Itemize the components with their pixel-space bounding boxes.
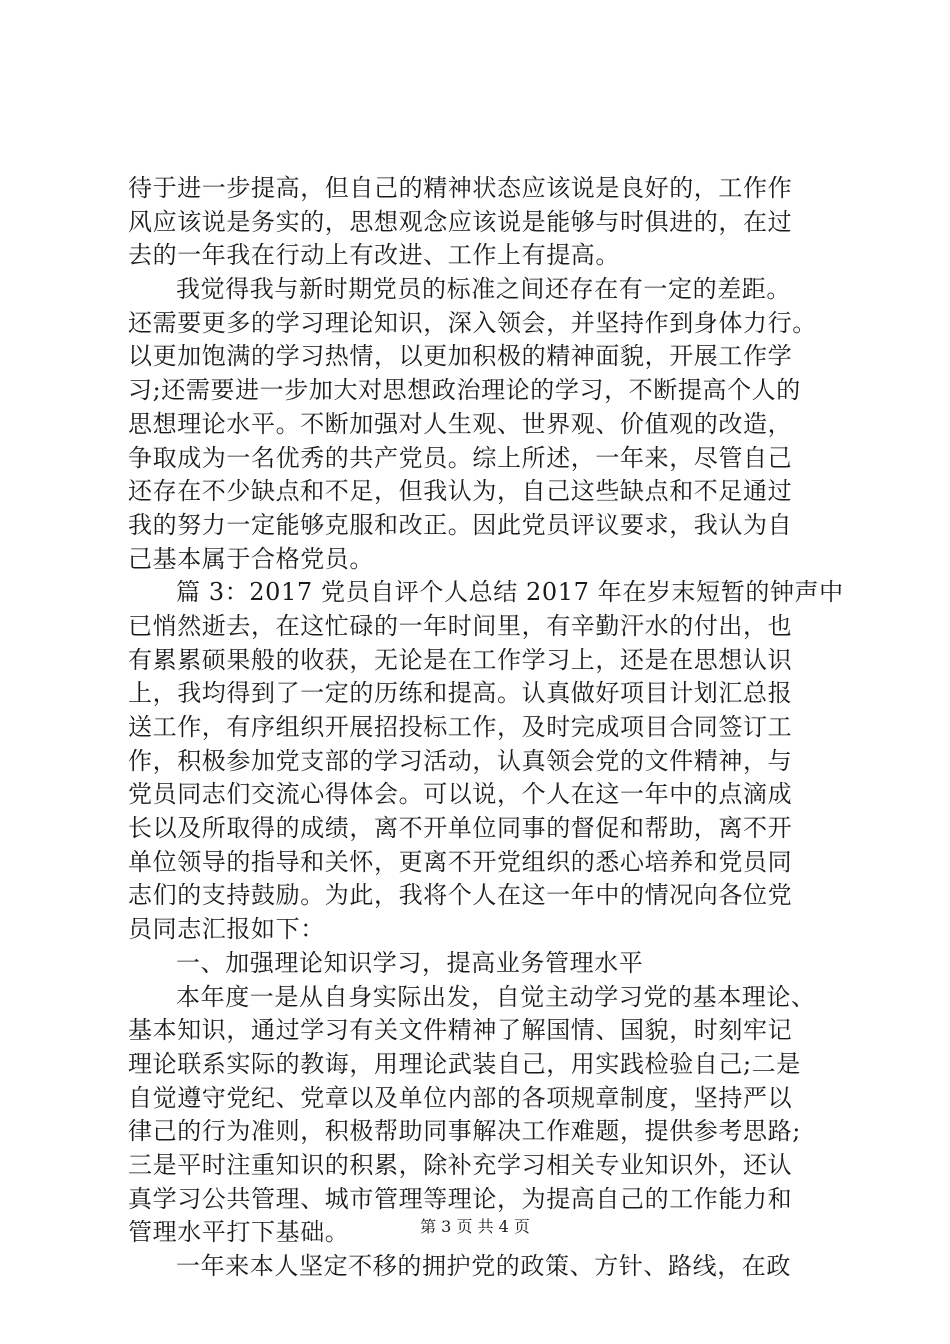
text-line: 律己的行为准则，积极帮助同事解决工作难题，提供参考思路; [128, 1117, 801, 1146]
paragraph-start-line: 篇 3：2017 党员自评个人总结 2017 年在岁末短暂的钟声中 [176, 578, 844, 607]
text-line: 有累累硕果般的收获，无论是在工作学习上，还是在思想认识 [128, 645, 793, 674]
text-line: 志们的支持鼓励。为此，我将个人在这一年中的情况向各位党 [128, 881, 793, 910]
text-line: 思想理论水平。不断加强对人生观、世界观、价值观的改造， [128, 409, 793, 438]
text-line: 还需要更多的学习理论知识，深入领会，并坚持作到身体力行。 [128, 308, 817, 337]
text-line: 基本知识，通过学习有关文件精神了解国情、国貌，时刻牢记 [128, 1016, 793, 1045]
text-line: 还存在不少缺点和不足，但我认为，自己这些缺点和不足通过 [128, 477, 793, 506]
text-line: 员同志汇报如下： [128, 915, 325, 944]
text-line: 去的一年我在行动上有改进、工作上有提高。 [128, 241, 620, 270]
section-heading: 一、加强理论知识学习，提高业务管理水平 [176, 948, 644, 977]
text-line: 风应该说是务实的，思想观念应该说是能够与时俱进的，在过 [128, 207, 793, 236]
text-line: 党员同志们交流心得体会。可以说，个人在这一年中的点滴成 [128, 780, 793, 809]
text-line: 送工作，有序组织开展招投标工作，及时完成项目合同签订工 [128, 713, 793, 741]
text-line: 单位领导的指导和关怀，更离不开党组织的悉心培养和党员同 [128, 847, 793, 876]
text-line: 我的努力一定能够克服和改正。因此党员评议要求，我认为自 [128, 510, 793, 539]
paragraph-start-line: 我觉得我与新时期党员的标准之间还存在有一定的差距。 [176, 275, 791, 304]
text-line: 以更加饱满的学习热情，以更加积极的精神面貌，开展工作学 [128, 342, 793, 371]
paragraph-start-line: 一年来本人坚定不移的拥护党的政策、方针、路线，在政 [176, 1252, 791, 1280]
text-line: 理论联系实际的教诲，用理论武装自己，用实践检验自己;二是 [128, 1049, 801, 1078]
text-line: 争取成为一名优秀的共产党员。综上所述，一年来，尽管自己 [128, 443, 793, 472]
text-line: 长以及所取得的成绩，离不开单位同事的督促和帮助，离不开 [128, 814, 793, 843]
text-line: 待于进一步提高，但自己的精神状态应该说是良好的，工作作 [128, 174, 793, 202]
page-number-footer: 第 3 页 共 4 页 [420, 1217, 530, 1236]
text-line: 三是平时注重知识的积累，除补充学习相关专业知识外，还认 [128, 1150, 793, 1179]
text-line: 己基本属于合格党员。 [128, 544, 374, 573]
document-body [128, 172, 844, 1284]
text-line: 已悄然逝去，在这忙碌的一年时间里，有辛勤汗水的付出，也 [128, 611, 793, 640]
text-line: 管理水平打下基础。 [128, 1218, 350, 1247]
text-line: 作，积极参加党支部的学习活动，认真领会党的文件精神，与 [128, 746, 793, 775]
paragraph-start-line: 本年度一是从自身实际出发，自觉主动学习党的基本理论、 [176, 982, 816, 1011]
text-line: 真学习公共管理、城市管理等理论，为提高自己的工作能力和 [128, 1184, 793, 1213]
text-line: 习;还需要进一步加大对思想政治理论的学习，不断提高个人的 [128, 376, 801, 405]
text-line: 自觉遵守党纪、党章以及单位内部的各项规章制度，坚持严以 [128, 1083, 793, 1112]
text-line: 上，我均得到了一定的历练和提高。认真做好项目计划汇总报 [128, 679, 793, 708]
